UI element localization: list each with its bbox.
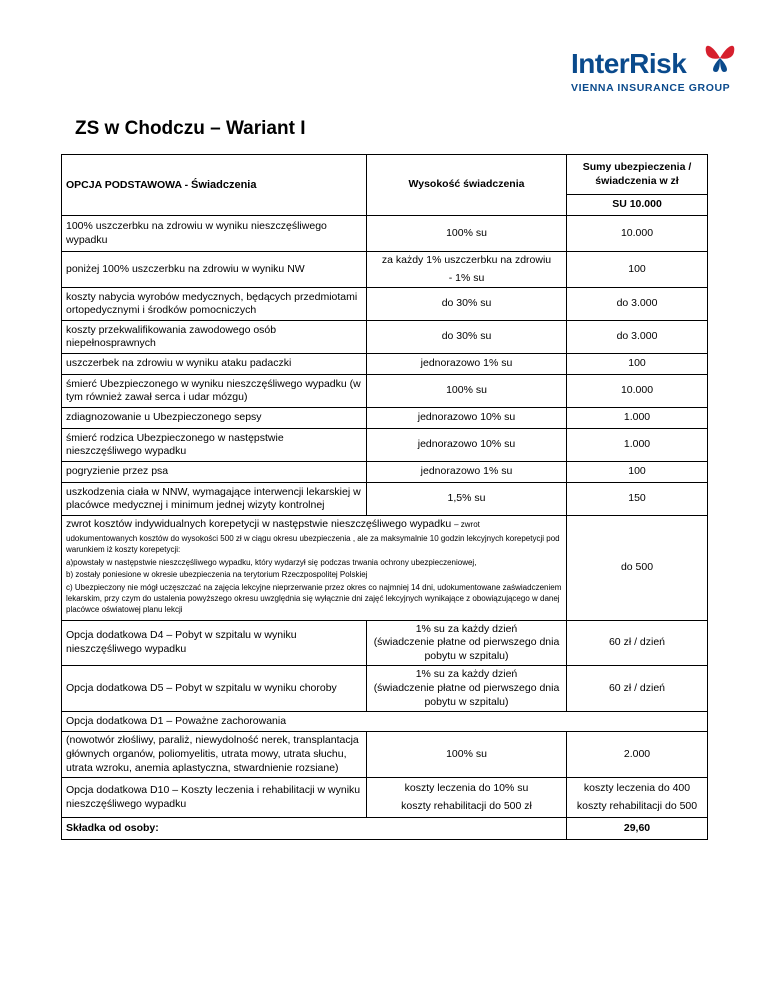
option-d5-amount-line: 1% su za każdy dzień xyxy=(415,668,518,681)
row-amount: do 30% su xyxy=(367,288,567,321)
header-option-main: OPCJA PODSTAWOWA - xyxy=(66,178,189,191)
row-amount-line: za każdy 1% uszczerbku na zdrowiu xyxy=(381,254,552,266)
fee-value: 29,60 xyxy=(567,818,708,840)
option-d10-sum-line: koszty leczenia do 400 xyxy=(583,782,691,795)
option-d5-sum: 60 zł / dzień xyxy=(567,666,708,712)
logo-wordmark: InterRisk xyxy=(571,48,687,79)
option-d10-amount xyxy=(367,778,567,818)
table-row xyxy=(62,321,708,354)
option-d1-description: (nowotwór złośliwy, paraliż, niewydolność nerek, transplantacja głównych organów, poliomyelitis, utrata mowy, utrata słuchu, utrata wzroku, anemia aplastyczna, stwardnienie rozsiane) xyxy=(62,732,367,778)
row-amount: jednorazowo 1% su xyxy=(367,354,567,375)
table-row xyxy=(62,354,708,375)
option-d5-description: Opcja dodatkowa D5 – Pobyt w szpitalu w wyniku choroby xyxy=(62,666,367,712)
option-d1-sum: 2.000 xyxy=(567,732,708,778)
tutoring-description xyxy=(62,516,567,620)
header-option-sub: Świadczenia xyxy=(191,178,257,191)
interrisk-logo xyxy=(571,38,731,94)
header-sum: Sumy ubezpieczenia / świadczenia w zł xyxy=(567,155,708,195)
option-d5-row xyxy=(62,666,708,712)
row-sum: 100 xyxy=(567,462,708,483)
row-amount: jednorazowo 10% su xyxy=(367,408,567,429)
row-description: śmierć rodzica Ubezpieczonego w następstwie nieszczęśliwego wypadku xyxy=(62,429,367,462)
logo-tagline: VIENNA INSURANCE GROUP xyxy=(571,82,731,94)
row-sum: 10.000 xyxy=(567,216,708,252)
tutoring-condition-b: b) zostały poniesione w okresie ubezpieczenia na terytorium Rzeczpospolitej Polskiej xyxy=(66,570,368,580)
option-d10-description: Opcja dodatkowa D10 – Koszty leczenia i rehabilitacji w wyniku nieszczęśliwego wypadku xyxy=(62,778,367,818)
option-d10-amount-line: koszty rehabilitacji do 500 zł xyxy=(401,799,532,812)
row-amount: 100% su xyxy=(367,375,567,408)
header-amount: Wysokość świadczenia xyxy=(367,155,567,216)
tutoring-row xyxy=(62,516,708,620)
benefits-table xyxy=(61,154,708,840)
fee-row xyxy=(62,818,708,840)
tutoring-title-main: zwrot kosztów indywidualnych korepetycji w następstwie nieszczęśliwego wypadku xyxy=(66,518,452,531)
option-d10-amount-line: koszty leczenia do 10% su xyxy=(404,782,529,795)
option-d5-amount xyxy=(367,666,567,712)
row-amount: 1,5% su xyxy=(367,483,567,516)
row-amount: jednorazowo 1% su xyxy=(367,462,567,483)
table-row xyxy=(62,462,708,483)
tutoring-sum: do 500 xyxy=(567,516,708,620)
document-title: ZS w Chodczu – Wariant I xyxy=(75,118,306,139)
row-sum: 100 xyxy=(567,354,708,375)
butterfly-icon xyxy=(702,38,738,78)
fee-label: Składka od osoby: xyxy=(62,818,567,840)
option-d1-row xyxy=(62,732,708,778)
option-d4-amount-note: (świadczenie płatne od pierwszego dnia pobytu w szpitalu) xyxy=(373,636,560,662)
row-description: uszkodzenia ciała w NNW, wymagające interwencji lekarskiej w placówce medycznej i minimum jednej wizyty kontrolnej xyxy=(62,483,367,516)
tutoring-condition-c: c) Ubezpieczony nie mógł uczęszczać na zajęcia lekcyjne nieprzerwanie przez okres co najmniej 14 dni, udokumentowane zaświadczeniem lekarskim, przy czym do ustalenia powyższego okresu uwzględnia się wyłącznie dni zajęć lekcyjnych wynikające z obowiązującego w danej placówce oświatowej planu lekcji xyxy=(66,583,562,614)
option-d4-description: Opcja dodatkowa D4 – Pobyt w szpitalu w wyniku nieszczęśliwego wypadku xyxy=(62,620,367,666)
row-sum: 150 xyxy=(567,483,708,516)
table-header-row xyxy=(62,155,708,195)
tutoring-title-small: – zwrot xyxy=(454,520,480,530)
row-sum: 100 xyxy=(567,252,708,288)
option-d1-amount: 100% su xyxy=(367,732,567,778)
row-description: koszty przekwalifikowania zawodowego osób niepełnosprawnych xyxy=(62,321,367,354)
row-description: 100% uszczerbku na zdrowiu w wyniku nieszczęśliwego wypadku xyxy=(62,216,367,252)
table-row xyxy=(62,288,708,321)
row-sum: 1.000 xyxy=(567,408,708,429)
table-row xyxy=(62,483,708,516)
option-d4-row xyxy=(62,620,708,666)
row-description: koszty nabycia wyrobów medycznych, będących przedmiotami ortopedycznymi i środków pomocniczych xyxy=(62,288,367,321)
option-d1-title: Opcja dodatkowa D1 – Poważne zachorowania xyxy=(62,712,708,732)
row-description: poniżej 100% uszczerbku na zdrowiu w wyniku NW xyxy=(62,252,367,288)
header-su-value: SU 10.000 xyxy=(567,195,708,216)
table-row xyxy=(62,408,708,429)
row-description: pogryzienie przez psa xyxy=(62,462,367,483)
row-sum: do 3.000 xyxy=(567,288,708,321)
row-amount: jednorazowo 10% su xyxy=(367,429,567,462)
option-d1-title-row xyxy=(62,712,708,732)
header-option xyxy=(62,155,367,216)
row-description: zdiagnozowanie u Ubezpieczonego sepsy xyxy=(62,408,367,429)
row-sum: 1.000 xyxy=(567,429,708,462)
option-d5-amount-note: (świadczenie płatne od pierwszego dnia pobytu w szpitalu) xyxy=(373,682,560,708)
row-description: śmierć Ubezpieczonego w wyniku nieszczęśliwego wypadku (w tym również zawał serca i udar mózgu) xyxy=(62,375,367,408)
row-amount: 100% su xyxy=(367,216,567,252)
row-sum: 10.000 xyxy=(567,375,708,408)
option-d4-sum: 60 zł / dzień xyxy=(567,620,708,666)
row-amount: do 30% su xyxy=(367,321,567,354)
option-d4-amount-line: 1% su za każdy dzień xyxy=(415,622,518,635)
option-d10-sum xyxy=(567,778,708,818)
tutoring-paragraph: udokumentowanych kosztów do wysokości 500 zł w ciągu okresu ubezpieczenia , ale za maksymalnie 10 godzin lekcyjnych korepetycji pod warunkiem iż koszty korepetycji: xyxy=(66,533,560,554)
row-amount xyxy=(367,252,567,288)
row-sum: do 3.000 xyxy=(567,321,708,354)
tutoring-condition-a: a)powstały w następstwie nieszczęśliwego wypadku, który wydarzył się podczas trwania ochrony ubezpieczeniowej, xyxy=(66,557,477,567)
table-row xyxy=(62,252,708,288)
table-row xyxy=(62,375,708,408)
table-row xyxy=(62,216,708,252)
tutoring-title xyxy=(66,518,562,532)
table-row xyxy=(62,429,708,462)
option-d10-sum-line: koszty rehabilitacji do 500 xyxy=(576,799,698,812)
option-d4-amount xyxy=(367,620,567,666)
row-description: uszczerbek na zdrowiu w wyniku ataku padaczki xyxy=(62,354,367,375)
row-amount-line: - 1% su xyxy=(448,271,485,284)
option-d10-row xyxy=(62,778,708,818)
